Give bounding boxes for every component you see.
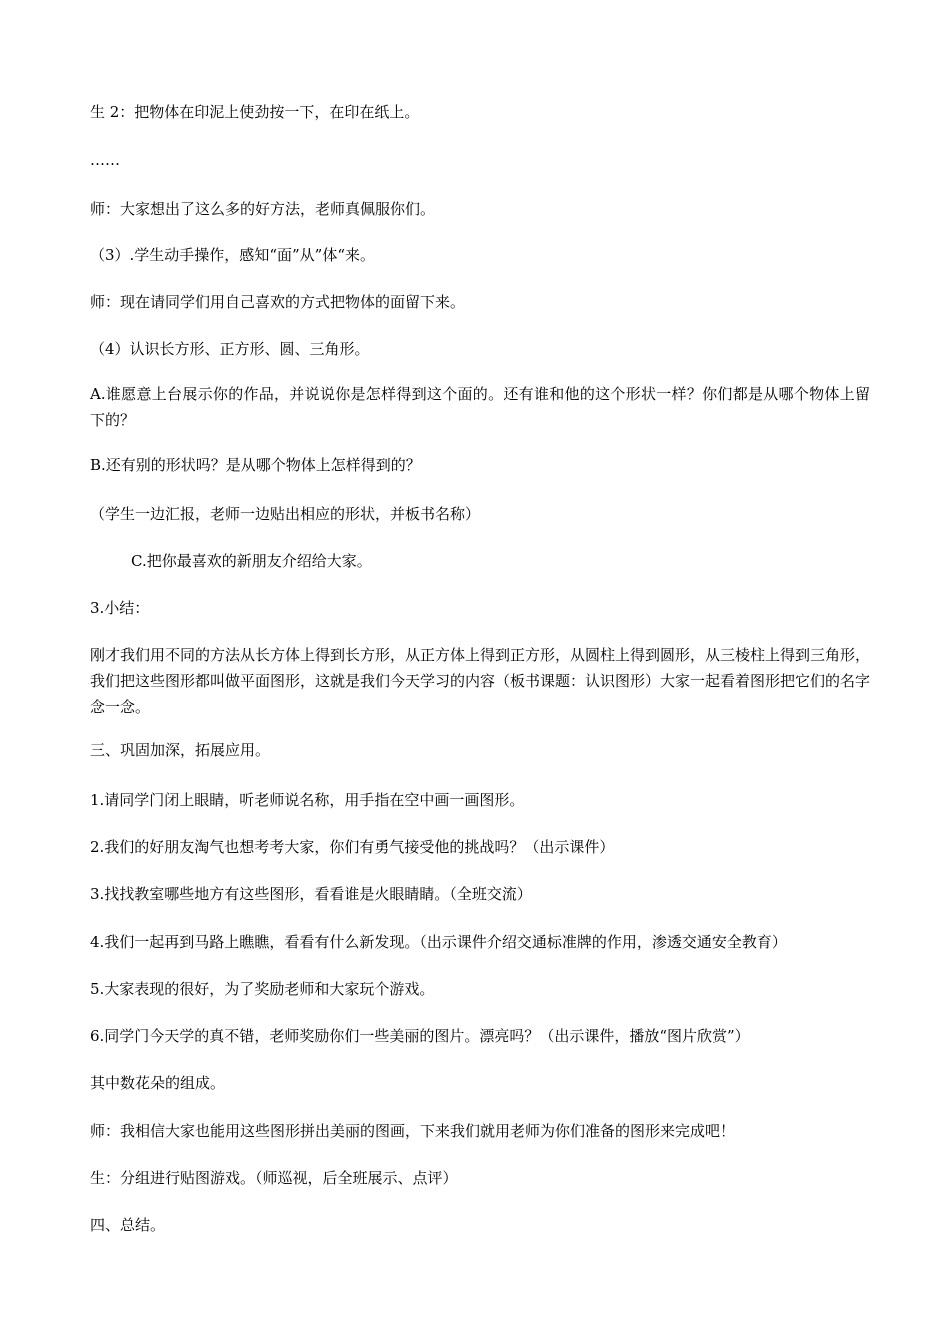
paragraph-teacher-belief: 师：我相信大家也能用这些图形拼出美丽的图画，下来我们就用老师为你们准备的图形来完成吧！ [90,1122,736,1140]
paragraph-summary-body: 刚才我们用不同的方法从长方体上得到长方形，从正方体上得到正方形，从圆柱上得到圆形，从三棱柱上得到三角形，我们把这些图形都叫做平面图形，这就是我们今天学习的内容（板书课题：认识图形）大家一起看着图形把它们的名字念一念。 [90,646,871,716]
paragraph-student-2: 生 2：把物体在印泥上使劲按一下，在印在纸上。 [90,103,420,121]
paragraph-teacher-praise: 师：大家想出了这么多的好方法，老师真佩服你们。 [90,200,436,218]
section-heading-consolidate: 三、巩固加深，拓展应用。 [90,741,271,759]
paragraph-item-b: B.还有别的形状吗？是从哪个物体上怎样得到的？ [90,456,421,474]
paragraph-exercise-2: 2.我们的好朋友淘气也想考考大家，你们有勇气接受他的挑战吗？（出示课件） [90,838,615,856]
paragraph-flower-count: 其中数花朵的组成。 [90,1074,226,1092]
paragraph-exercise-3: 3.找找教室哪些地方有这些图形，看看谁是火眼睛睛。（全班交流） [90,885,532,903]
paragraph-exercise-4: 4.我们一起再到马路上瞧瞧，看看有什么新发现。（出示课件介绍交通标准牌的作用，渗透交通安全教育） [90,933,787,951]
paragraph-step-3: （3）.学生动手操作，感知“面”从”体“来。 [90,246,375,264]
paragraph-ellipsis: …… [90,151,120,169]
paragraph-exercise-6: 6.同学门今天学的真不错，老师奖励你们一些美丽的图片。漂亮吗？（出示课件，播放“图片欣赏”） [90,1027,750,1045]
paragraph-step-4: （4）认识长方形、正方形、圆、三角形。 [90,340,370,358]
paragraph-exercise-1: 1.请同学门闭上眼睛，听老师说名称，用手指在空中画一画图形。 [90,791,525,809]
paragraph-student-report: （学生一边汇报，老师一边贴出相应的形状，并板书名称） [90,505,481,523]
paragraph-teacher-instruction: 师：现在请同学们用自己喜欢的方式把物体的面留下来。 [90,293,466,311]
paragraph-student-group: 生：分组进行贴图游戏。（师巡视，后全班展示、点评） [90,1169,458,1187]
paragraph-item-c: C.把你最喜欢的新朋友介绍给大家。 [131,552,372,570]
paragraph-item-a: A.谁愿意上台展示你的作品，并说说你是怎样得到这个面的。还有谁和他的这个形状一样？你们都是从哪个物体上留下的？ [90,385,870,429]
paragraph-summary-heading: 3.小结： [90,599,150,617]
paragraph-exercise-5: 5.大家表现的很好，为了奖励老师和大家玩个游戏。 [90,980,435,998]
section-heading-summary: 四、总结。 [90,1216,166,1234]
